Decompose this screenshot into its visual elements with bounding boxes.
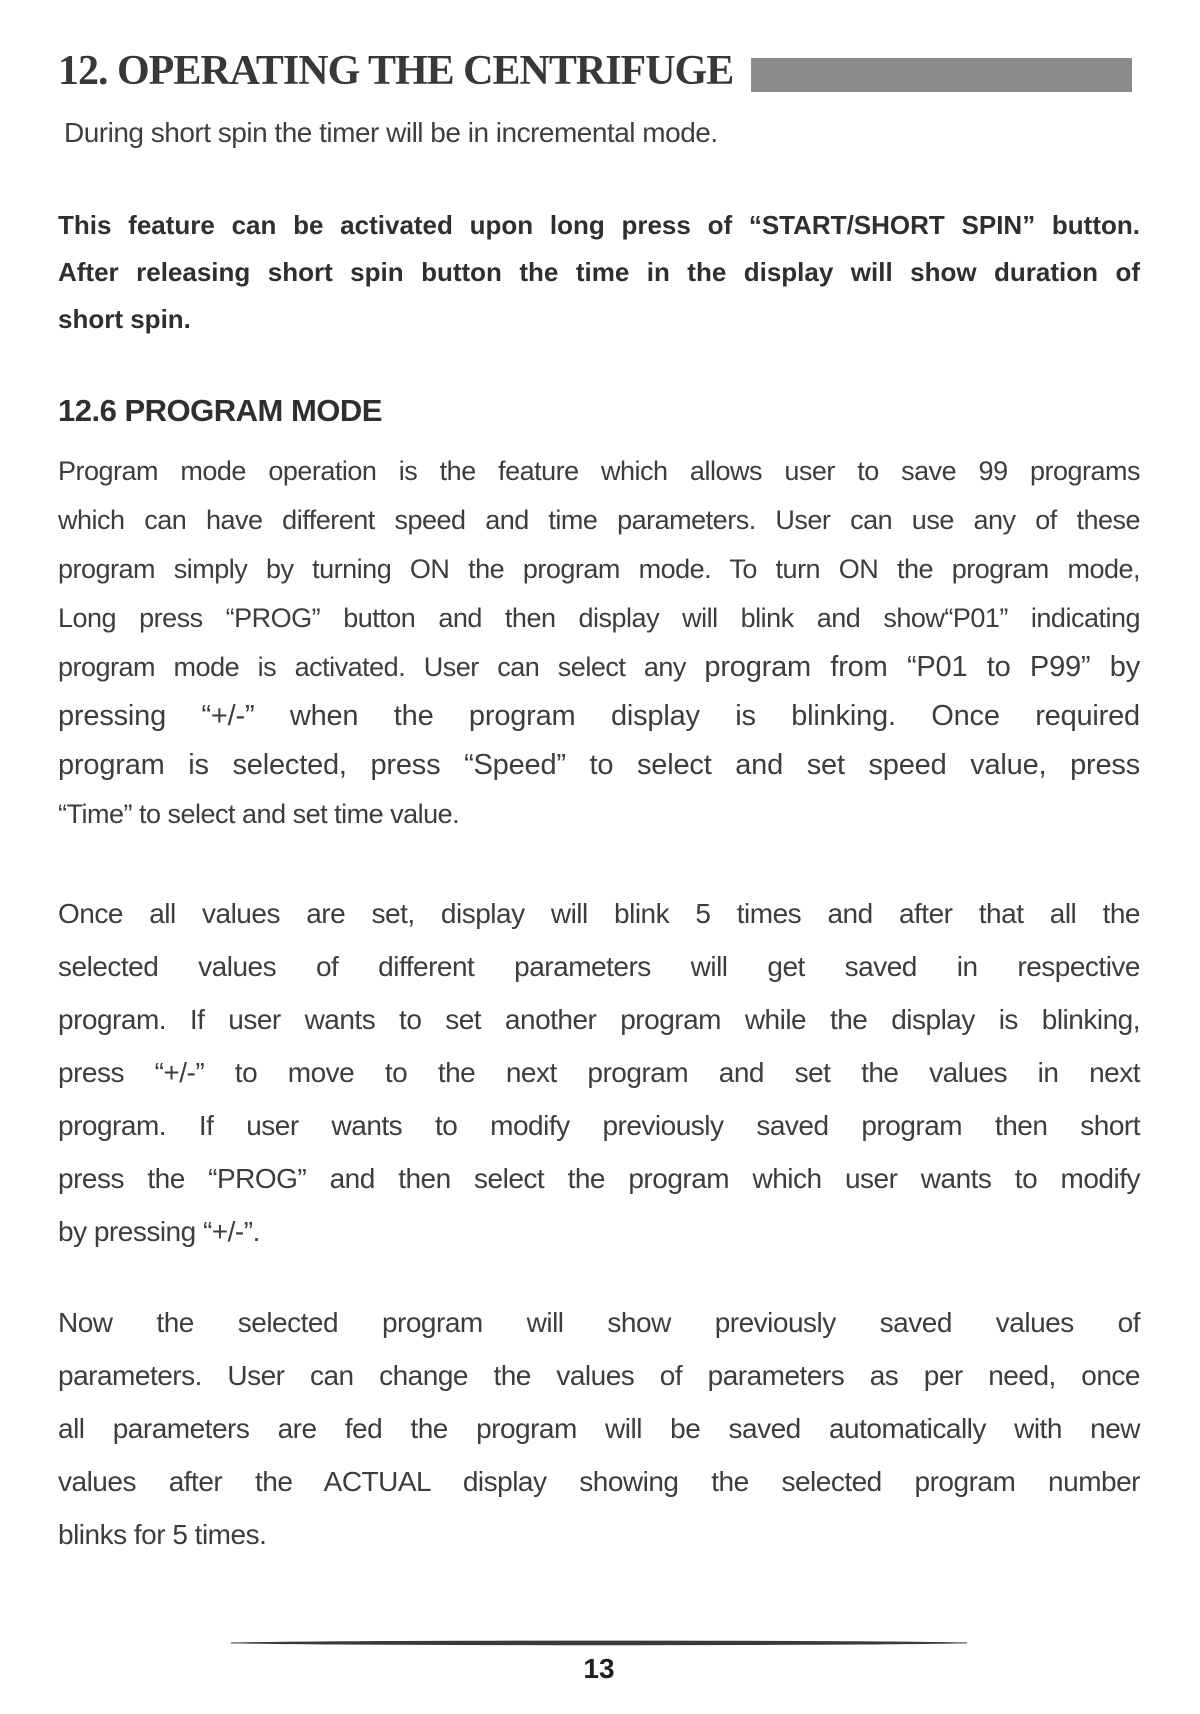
body-line: press “+/-” to move to the next program and set the values in next [58,1057,1140,1088]
body-line: values after the ACTUAL display showing the selected program number [58,1466,1140,1497]
body-line: which can have different speed and time parameters. User can use any of these [58,505,1140,535]
body-line: blinks for 5 times. [58,1519,267,1550]
body-line [58,643,1140,692]
body-line: selected values of different parameters will get saved in respective [58,951,1140,982]
title-accent-bar [751,58,1132,92]
page-footer [58,1639,1140,1687]
body-line: by pressing “+/-”. [58,1216,260,1247]
program-paragraph-2 [58,887,1140,1258]
bold-note-line: This feature can be activated upon long press of “START/SHORT SPIN” button. [58,210,1140,240]
intro-text: During short spin the timer will be in incremental mode. [64,117,718,148]
bold-note-line: short spin. [58,304,191,334]
body-line: pressing “+/-” when the program display is blinking. Once required [58,700,1140,732]
body-line: “Time” to select and set time value. [58,799,460,829]
title-row [58,46,1140,96]
body-line: parameters. User can change the values of parameters as per need, once [58,1360,1140,1391]
bold-note-paragraph [58,202,1140,343]
body-line-segment: program mode is activated. User can select any [58,652,705,682]
program-paragraph-3 [58,1296,1140,1561]
page-number: 13 [583,1653,615,1684]
body-line: Once all values are set, display will blink 5 times and after that all the [58,898,1140,929]
body-line: Now the selected program will show previously saved values of [58,1307,1140,1338]
body-line: Long press “PROG” button and then display will blink and show“P01” indicating [58,603,1140,633]
body-line-segment: program from “P01 to P99” by [704,651,1140,683]
body-line: program simply by turning ON the program mode. To turn ON the program mode, [58,554,1140,584]
body-line: Program mode operation is the feature which allows user to save 99 programs [58,456,1140,486]
program-paragraph-1 [58,447,1140,839]
page-title: 12. OPERATING THE CENTRIFUGE [58,48,734,94]
bold-note-line: After releasing short spin button the time in the display will show duration of [58,257,1140,287]
body-line: press the “PROG” and then select the program which user wants to modify [58,1163,1140,1194]
body-line: all parameters are fed the program will be saved automatically with new [58,1413,1140,1444]
body-line: program. If user wants to modify previously saved program then short [58,1110,1140,1141]
body-line: program. If user wants to set another program while the display is blinking, [58,1004,1140,1035]
footer-rule [229,1639,969,1647]
section-heading: 12.6 PROGRAM MODE [58,393,382,428]
body-line: program is selected, press “Speed” to select and set speed value, press [58,749,1140,781]
